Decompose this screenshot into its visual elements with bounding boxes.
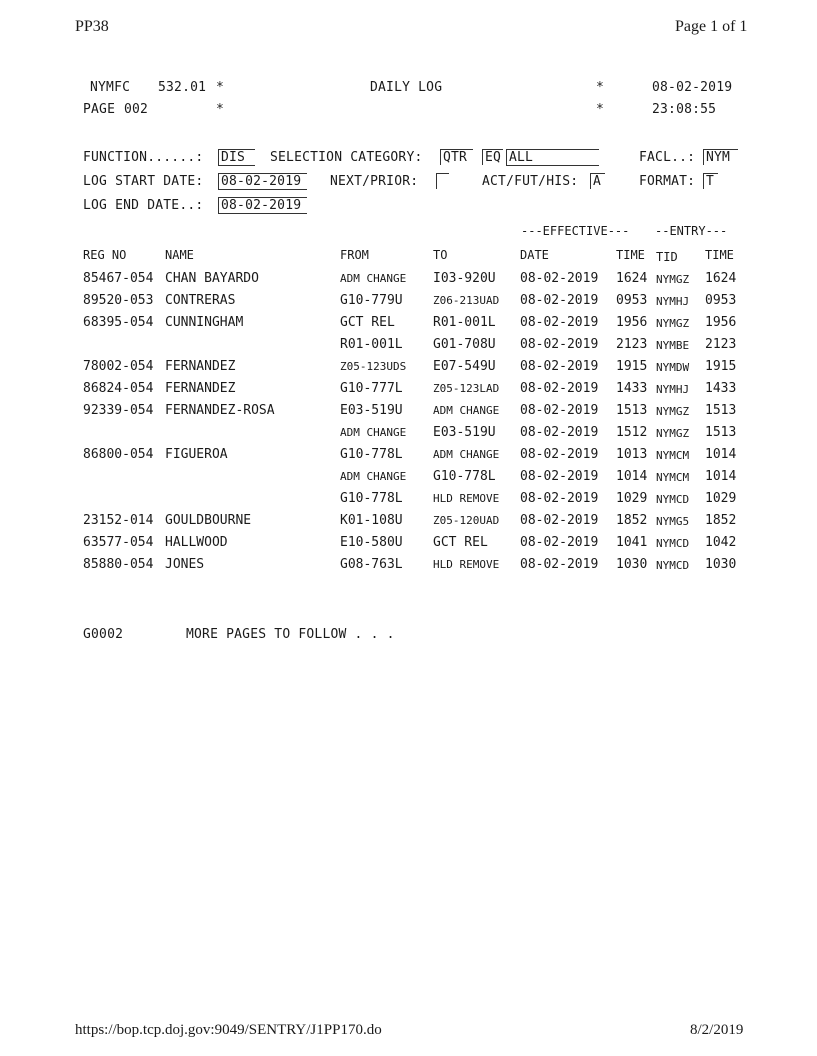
col-date: DATE <box>520 248 549 262</box>
header-star: * <box>596 102 605 117</box>
col-name: NAME <box>165 248 194 262</box>
inmate-name: CHAN BAYARDO <box>165 271 259 286</box>
table-row <box>83 447 748 469</box>
table-row <box>83 469 748 491</box>
table-row <box>83 513 748 535</box>
format-label: FORMAT: <box>639 174 696 189</box>
inmate-name: FERNANDEZ <box>165 381 236 396</box>
effective-time: 1433 <box>616 381 648 396</box>
facl-field[interactable]: NYM <box>703 149 738 165</box>
entry-tid: NYMDW <box>656 361 690 374</box>
col-entry-time: TIME <box>705 248 734 262</box>
to-location: HLD REMOVE <box>433 558 500 571</box>
inmate-name: GOULDBOURNE <box>165 513 252 528</box>
entry-tid: NYMCD <box>656 537 690 550</box>
message-code: G0002 <box>83 627 124 642</box>
screen-time: 23:08:55 <box>652 102 717 117</box>
effective-time: 0953 <box>616 293 648 308</box>
act-fut-his-field[interactable]: A <box>590 173 605 189</box>
entry-tid: NYMHJ <box>656 383 690 396</box>
table-row <box>83 535 748 557</box>
effective-date: 08-02-2019 <box>520 359 599 374</box>
facl-label: FACL..: <box>639 150 696 165</box>
reg-no: 85880-054 <box>83 557 154 572</box>
from-location: ADM CHANGE <box>340 426 407 439</box>
entry-tid: NYMGZ <box>656 405 690 418</box>
effective-date: 08-02-2019 <box>520 293 599 308</box>
next-prior-label: NEXT/PRIOR: <box>330 174 419 189</box>
col-time: TIME <box>616 248 645 262</box>
entry-time: 1852 <box>705 513 737 528</box>
reg-no: 63577-054 <box>83 535 154 550</box>
from-location: E03-519U <box>340 403 403 418</box>
inmate-name: FERNANDEZ-ROSA <box>165 403 275 418</box>
effective-time: 1852 <box>616 513 648 528</box>
print-footer-date: 8/2/2019 <box>690 1022 744 1038</box>
effective-date: 08-02-2019 <box>520 403 599 418</box>
effective-date: 08-02-2019 <box>520 557 599 572</box>
entry-time: 1915 <box>705 359 737 374</box>
reg-no: 68395-054 <box>83 315 154 330</box>
reg-no: 86824-054 <box>83 381 154 396</box>
entry-time: 1956 <box>705 315 737 330</box>
reg-no: 85467-054 <box>83 271 154 286</box>
system-name: NYMFC <box>90 80 131 95</box>
effective-group-header: ---EFFECTIVE--- <box>521 224 630 238</box>
print-page-count: Page 1 of 1 <box>675 18 748 35</box>
entry-time: 1014 <box>705 447 737 462</box>
reg-no: 23152-014 <box>83 513 154 528</box>
inmate-name: FIGUEROA <box>165 447 228 462</box>
to-location: Z05-120UAD <box>433 514 500 527</box>
entry-tid: NYMGZ <box>656 273 690 286</box>
effective-time: 1013 <box>616 447 648 462</box>
effective-date: 08-02-2019 <box>520 469 599 484</box>
screen-title: DAILY LOG <box>370 80 443 95</box>
table-row <box>83 381 748 403</box>
col-from: FROM <box>340 248 369 262</box>
reg-no: 89520-053 <box>83 293 154 308</box>
log-start-date-field[interactable]: 08-02-2019 <box>218 173 307 190</box>
table-row <box>83 315 748 337</box>
header-star: * <box>216 80 225 95</box>
effective-time: 2123 <box>616 337 648 352</box>
next-prior-field[interactable] <box>436 173 449 189</box>
header-star: * <box>216 102 225 117</box>
entry-time: 1513 <box>705 403 737 418</box>
inmate-name: FERNANDEZ <box>165 359 236 374</box>
to-location: ADM CHANGE <box>433 404 500 417</box>
inmate-name: CUNNINGHAM <box>165 315 244 330</box>
table-row <box>83 557 748 579</box>
entry-tid: NYMGZ <box>656 427 690 440</box>
system-version: 532.01 <box>158 80 207 95</box>
log-start-date-label: LOG START DATE: <box>83 174 204 189</box>
reg-no: 86800-054 <box>83 447 154 462</box>
to-location: ADM CHANGE <box>433 448 500 461</box>
effective-date: 08-02-2019 <box>520 491 599 506</box>
from-location: G08-763L <box>340 557 403 572</box>
effective-time: 1513 <box>616 403 648 418</box>
selection-all-field[interactable]: ALL <box>506 149 599 166</box>
col-tid: TID <box>656 250 678 264</box>
reg-no: 78002-054 <box>83 359 154 374</box>
from-location: G10-777L <box>340 381 403 396</box>
to-location: HLD REMOVE <box>433 492 500 505</box>
from-location: GCT REL <box>340 315 395 330</box>
from-location: G10-778L <box>340 491 403 506</box>
entry-tid: NYMCD <box>656 493 690 506</box>
page-number: 002 <box>124 102 149 117</box>
effective-time: 1029 <box>616 491 648 506</box>
reg-no: 92339-054 <box>83 403 154 418</box>
to-location: E07-549U <box>433 359 496 374</box>
from-location: Z05-123UDS <box>340 360 407 373</box>
table-row <box>83 491 748 513</box>
print-footer-url: https://bop.tcp.doj.gov:9049/SENTRY/J1PP170.do <box>75 1022 382 1038</box>
entry-time: 1433 <box>705 381 737 396</box>
effective-date: 08-02-2019 <box>520 315 599 330</box>
to-location: Z06-213UAD <box>433 294 500 307</box>
table-row <box>83 425 748 447</box>
log-end-date-field[interactable]: 08-02-2019 <box>218 197 307 214</box>
from-location: ADM CHANGE <box>340 470 407 483</box>
to-location: G10-778L <box>433 469 496 484</box>
entry-tid: NYMGZ <box>656 317 690 330</box>
entry-time: 1042 <box>705 535 737 550</box>
effective-time: 1014 <box>616 469 648 484</box>
entry-time: 0953 <box>705 293 737 308</box>
effective-date: 08-02-2019 <box>520 425 599 440</box>
to-location: Z05-123LAD <box>433 382 500 395</box>
selection-eq-field[interactable]: EQ <box>482 149 503 165</box>
effective-time: 1915 <box>616 359 648 374</box>
entry-time: 1513 <box>705 425 737 440</box>
from-location: ADM CHANGE <box>340 272 407 285</box>
effective-time: 1624 <box>616 271 648 286</box>
effective-time: 1030 <box>616 557 648 572</box>
table-row <box>83 359 748 381</box>
header-star: * <box>596 80 605 95</box>
format-field[interactable]: T <box>703 173 718 189</box>
table-row <box>83 403 748 425</box>
table-header <box>83 248 748 270</box>
entry-tid: NYMBE <box>656 339 690 352</box>
entry-tid: NYMCM <box>656 449 690 462</box>
table-row <box>83 271 748 293</box>
entry-time: 1624 <box>705 271 737 286</box>
table-row <box>83 293 748 315</box>
to-location: E03-519U <box>433 425 496 440</box>
inmate-name: JONES <box>165 557 205 572</box>
entry-tid: NYMHJ <box>656 295 690 308</box>
entry-tid: NYMCM <box>656 471 690 484</box>
log-end-date-label: LOG END DATE..: <box>83 198 204 213</box>
message-text: MORE PAGES TO FOLLOW . . . <box>186 627 395 642</box>
effective-date: 08-02-2019 <box>520 513 599 528</box>
entry-time: 1014 <box>705 469 737 484</box>
from-location: K01-108U <box>340 513 403 528</box>
effective-date: 08-02-2019 <box>520 271 599 286</box>
screen-date: 08-02-2019 <box>652 80 733 95</box>
from-location: R01-001L <box>340 337 403 352</box>
table-row <box>83 337 748 359</box>
effective-time: 1512 <box>616 425 648 440</box>
to-location: I03-920U <box>433 271 496 286</box>
effective-date: 08-02-2019 <box>520 447 599 462</box>
from-location: G10-778L <box>340 447 403 462</box>
selection-category-label: SELECTION CATEGORY: <box>270 150 423 165</box>
effective-date: 08-02-2019 <box>520 535 599 550</box>
function-field[interactable]: DIS <box>218 149 255 166</box>
print-header-id: PP38 <box>75 18 109 35</box>
effective-date: 08-02-2019 <box>520 381 599 396</box>
from-location: G10-779U <box>340 293 403 308</box>
to-location: G01-708U <box>433 337 496 352</box>
function-label: FUNCTION......: <box>83 150 204 165</box>
col-reg-no: REG NO <box>83 248 127 262</box>
entry-time: 1030 <box>705 557 737 572</box>
entry-group-header: --ENTRY--- <box>655 224 728 238</box>
entry-tid: NYMCD <box>656 559 690 572</box>
effective-time: 1041 <box>616 535 648 550</box>
entry-tid: NYMG5 <box>656 515 690 528</box>
entry-time: 1029 <box>705 491 737 506</box>
inmate-name: CONTRERAS <box>165 293 236 308</box>
col-to: TO <box>433 248 448 262</box>
selection-category-field[interactable]: QTR <box>440 149 473 165</box>
entry-time: 2123 <box>705 337 737 352</box>
inmate-name: HALLWOOD <box>165 535 228 550</box>
to-location: R01-001L <box>433 315 496 330</box>
to-location: GCT REL <box>433 535 488 550</box>
effective-date: 08-02-2019 <box>520 337 599 352</box>
act-fut-his-label: ACT/FUT/HIS: <box>482 174 579 189</box>
page-label: PAGE <box>83 102 116 117</box>
from-location: E10-580U <box>340 535 403 550</box>
effective-time: 1956 <box>616 315 648 330</box>
